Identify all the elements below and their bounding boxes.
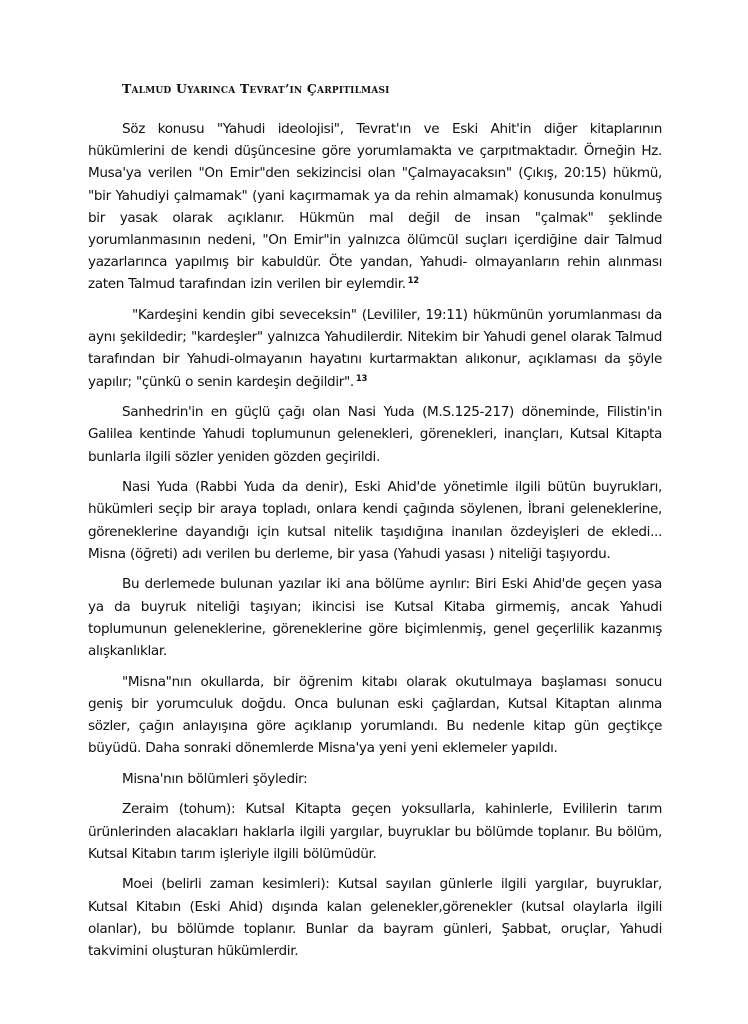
paragraph (88, 476, 662, 565)
paragraph (88, 671, 662, 760)
paragraph (88, 873, 662, 962)
paragraph (88, 401, 662, 468)
paragraph-text: "Kardeşini kendin gibi seveceksin" (Levililer, 19:11) hükmünün yorumlanması da aynı şekildedir; "kardeşler" yalnızca Yahudilerdir. Nitekim bir Yahudi genel olarak Talmud tarafından bir Yahudi-olmayanın hayatını kurtarmaktan alıkonur, açıklaması da şöyle yapılır; "çünkü o senin kardeşin değildir". (88, 307, 662, 390)
paragraph (88, 304, 662, 393)
document-page (88, 78, 662, 971)
paragraph-text: Zeraim (tohum): Kutsal Kitapta geçen yoksullarla, kahinlerle, Evililerin tarım ürünlerinden alacakları haklarla ilgili yargılar, buyruklar bu bölümde toplanır. Bu bölüm, Kutsal Kitabın tarım işleriyle ilgili bölümüdür. (88, 801, 662, 862)
paragraph (88, 798, 662, 865)
paragraph (88, 768, 662, 790)
paragraph-text: "Misna"nın okullarda, bir öğrenim kitabı olarak okutulmaya başlaması sonucu geniş bir yorumculuk doğdu. Onca bulunan eski çağlardan, Kutsal Kitaptan alınma sözler, çağın anlayışına göre açıklanıp yorumlandı. Bu nedenle kitap gün geçtikçe büyüdü. Daha sonraki dönemlerde Misna'ya yeni yeni eklemeler yapıldı. (88, 673, 662, 757)
paragraph-text: Bu derlemede bulunan yazılar iki ana bölüme ayrılır: Biri Eski Ahid'de geçen yasa ya da buyruk niteliği taşıyan; ikincisi ise Kutsal Kitaba girmemiş, ancak Yahudi toplumunun geleneklerine, göreneklerine göre biçimlenmiş, genel geçerlilik kazanmış alışkanlıklar. (88, 576, 662, 660)
section-title: Talmud Uyarınca Tevrat’ın Çarpıtılması (122, 81, 390, 96)
footnote-marker[interactable]: 13 (355, 373, 368, 384)
paragraph (88, 118, 662, 296)
paragraph-text: Misna'nın bölümleri şöyledir: (122, 770, 308, 787)
footnote-marker[interactable]: 12 (407, 276, 419, 287)
paragraph-text: Sanhedrin'in en güçlü çağı olan Nasi Yuda (M.S.125-217) döneminde, Filistin'in Galilea kentinde Yahudi toplumunun gelenekleri, görenekleri, inançları, Kutsal Kitapta bunlarla ilgili sözler yeniden gözden geçirildi. (88, 404, 662, 465)
document-body (88, 118, 662, 962)
paragraph-text: Nasi Yuda (Rabbi Yuda da denir), Eski Ahid'de yönetimle ilgili bütün buyrukları, hükümleri seçip bir araya topladı, onlara kendi çağında söylenen, İbrani geleneklerine, göreneklerine dayandığı için kutsal nitelik taşıdığına inanılan özdeyişleri de ekledi... Misna (öğreti) adı verilen bu derleme, bir yasa (Yahudi yasası ) niteliği taşıyordu. (88, 479, 662, 562)
paragraph (88, 573, 662, 662)
paragraph-text: Moei (belirli zaman kesimleri): Kutsal sayılan günlerle ilgili yargılar, buyruklar, Kutsal Kitabın (Eski Ahid) dışında kalan gelenekler,görenekler (kutsal olaylarla ilgili olanlar), bu bölümde toplanır. Bunlar da bayram günleri, Şabbat, oruçlar, Yahudi takvimini oluşturan hükümlerdir. (88, 876, 662, 960)
paragraph-text: Söz konusu "Yahudi ideolojisi", Tevrat'ın ve Eski Ahit'in diğer kitaplarının hükümlerini de kendi düşüncesine göre yorumlamakta ve çarpıtmaktadır. Örneğin Hz. Musa'ya verilen "On Emir"den sekizincisi olan "Çalmayacaksın" (Çıkış, 20:15) hükmü, "bir Yahudiyi çalmamak" (yani kaçırmamak ya da rehin almamak) konusunda konulmuş bir yasak olarak açıklanır. Hükmün mal değil de insan "çalmak" şeklinde yorumlanmasının nedeni, "On Emir"in yalnızca ölümcül suçları içerdiğine dair Talmud yazarlarınca yapılmış bir kabuldür. Öte yandan, Yahudi- olmayanların rehin alınması zaten Talmud tarafından izin verilen bir eylemdir. (88, 121, 662, 293)
